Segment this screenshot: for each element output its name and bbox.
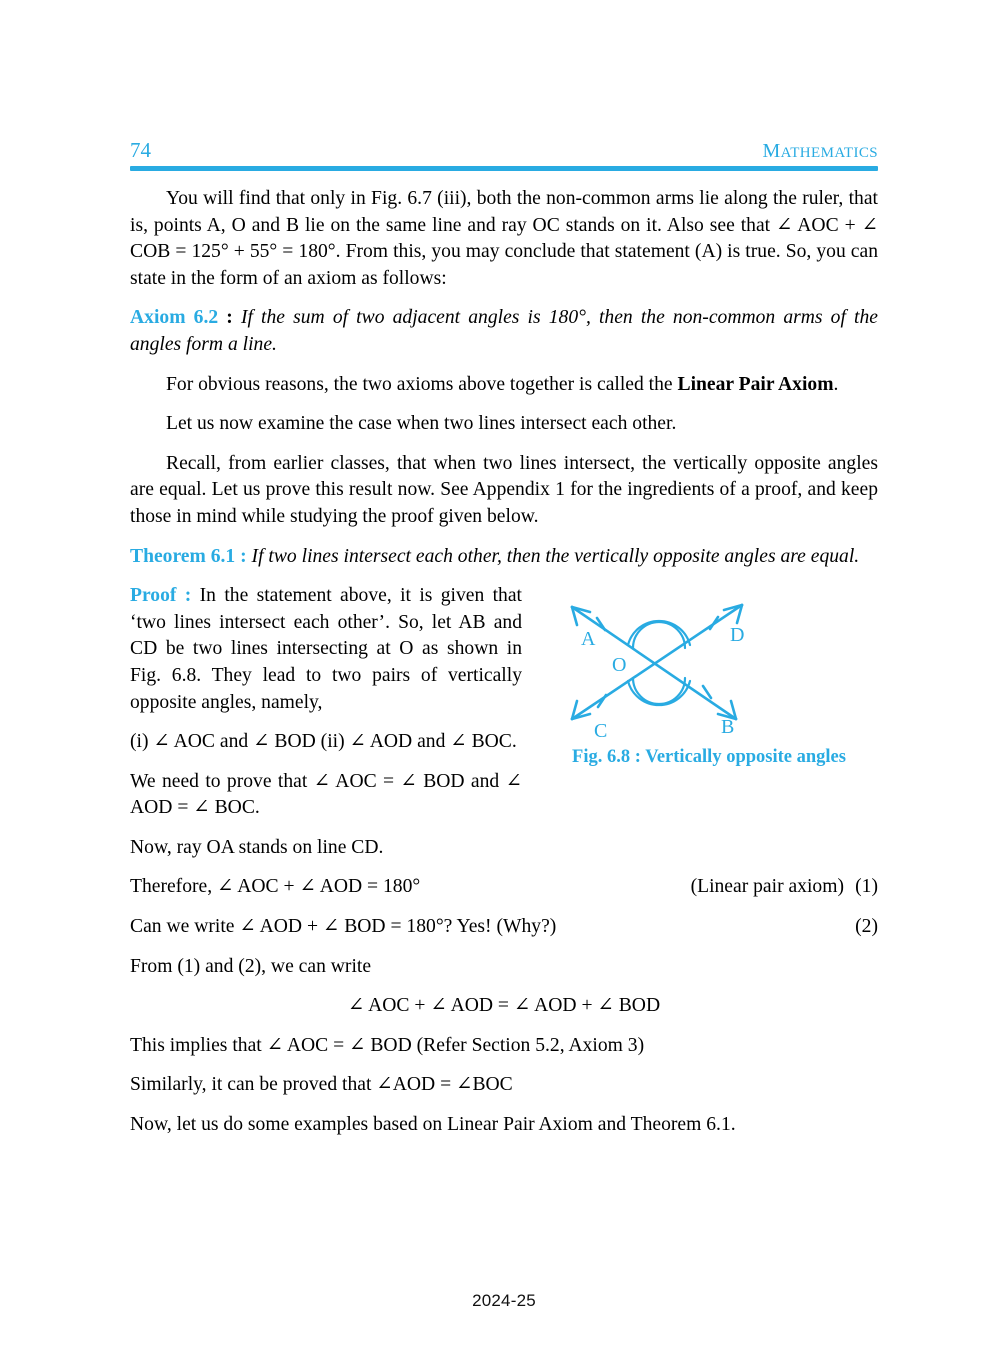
paragraph-recall: Recall, from earlier classes, that when two lines intersect, the vertically opposite angles are equal. Let us prove this result now. See Appendix 1 for the ingredients of a proof, and keep those in mind while studying the proof given below. [130, 452, 878, 527]
linear-pair-axiom-note: (Linear pair axiom) [690, 876, 844, 898]
equation-row-1 [130, 874, 878, 901]
label-a: A [581, 628, 596, 651]
paragraph-examine-case: Let us now examine the case when two lines intersect each other. [166, 413, 677, 435]
running-head-rest: ATHEMATICS [780, 145, 878, 161]
axiom-label: Axiom 6.2 [130, 307, 219, 329]
paragraph-linear-pair-pre: For obvious reasons, the two axioms above together is called the [166, 373, 678, 395]
proof-text-column [130, 583, 522, 822]
therefore-statement: Therefore, ∠ AOC + ∠ AOD = 180° [130, 876, 421, 898]
can-we-write-statement: Can we write ∠ AOD + ∠ BOD = 180°? Yes! (Why?) [130, 916, 557, 938]
proof-label: Proof : [130, 585, 192, 607]
axiom-6-2 [130, 305, 878, 358]
figure-labels [581, 624, 744, 742]
similarly-line: Similarly, it can be proved that ∠AOD = ∠BOC [130, 1074, 513, 1096]
theorem-statement: If two lines intersect each other, then the vertically opposite angles are equal. [251, 545, 860, 567]
header-rule [130, 166, 878, 171]
equation-number-1: (1) [855, 876, 878, 898]
angle-pairs-line: (i) ∠ AOC and ∠ BOD (ii) ∠ AOD and ∠ BOC. [130, 731, 517, 753]
theorem-6-1 [130, 544, 878, 571]
proof-block [130, 583, 878, 822]
label-b: B [721, 716, 735, 739]
label-d: D [730, 624, 745, 647]
page-content [130, 186, 878, 1139]
page-number: 74 [130, 138, 151, 162]
label-o: O [612, 654, 627, 677]
vertically-opposite-angles-diagram [540, 585, 878, 745]
running-head-initial: M [762, 140, 781, 162]
equation-row-2 [130, 914, 878, 941]
paragraph-linear-pair-post: . [833, 373, 839, 395]
page-footer: 2024-25 [472, 1291, 536, 1310]
figure-caption: Fig. 6.8 : Vertically opposite angles [572, 747, 846, 768]
proof-statement: In the statement above, it is given that ‘two lines intersect each other’. So, let AB and CD be two lines intersecting at O as shown in Fig. 6.8. They lead to two pairs of vertically opposite angles, namely, [130, 585, 522, 713]
running-head [762, 140, 878, 163]
closing-line: Now, let us do some examples based on Linear Pair Axiom and Theorem 6.1. [130, 1114, 736, 1136]
linear-pair-axiom-term: Linear Pair Axiom [677, 373, 834, 395]
this-implies-line: This implies that ∠ AOC = ∠ BOD (Refer Section 5.2, Axiom 3) [130, 1034, 645, 1056]
proof-paragraph [130, 583, 522, 716]
paragraph-linear-pair-axiom [130, 372, 878, 399]
centered-equation: ∠ AOC + ∠ AOD = ∠ AOD + ∠ BOD [347, 995, 661, 1017]
ray-oa-line: Now, ray OA stands on line CD. [130, 836, 384, 858]
need-to-prove-line: We need to prove that ∠ AOC = ∠ BOD and ∠ AOD = ∠ BOC. [130, 770, 522, 819]
paragraph-intro: You will find that only in Fig. 6.7 (iii), both the non-common arms lie along the ruler, that is, points A, O and B lie on the same line and ray OC stands on it. Also see that ∠ AOC + ∠ COB = 125° + 55° = 180°. From this, you may conclude that statement (A) is true. So, you can state in the form of an axiom as follows: [130, 188, 878, 289]
figure-6-8 [540, 585, 878, 785]
label-c: C [594, 720, 608, 743]
from-1-and-2-line: From (1) and (2), we can write [130, 955, 372, 977]
equation-number-2: (2) [855, 916, 878, 938]
axiom-colon: : [218, 307, 241, 329]
theorem-label: Theorem 6.1 : [130, 545, 247, 567]
axiom-statement: If the sum of two adjacent angles is 180°, then the non-common arms of the angles form a line. [130, 307, 878, 355]
